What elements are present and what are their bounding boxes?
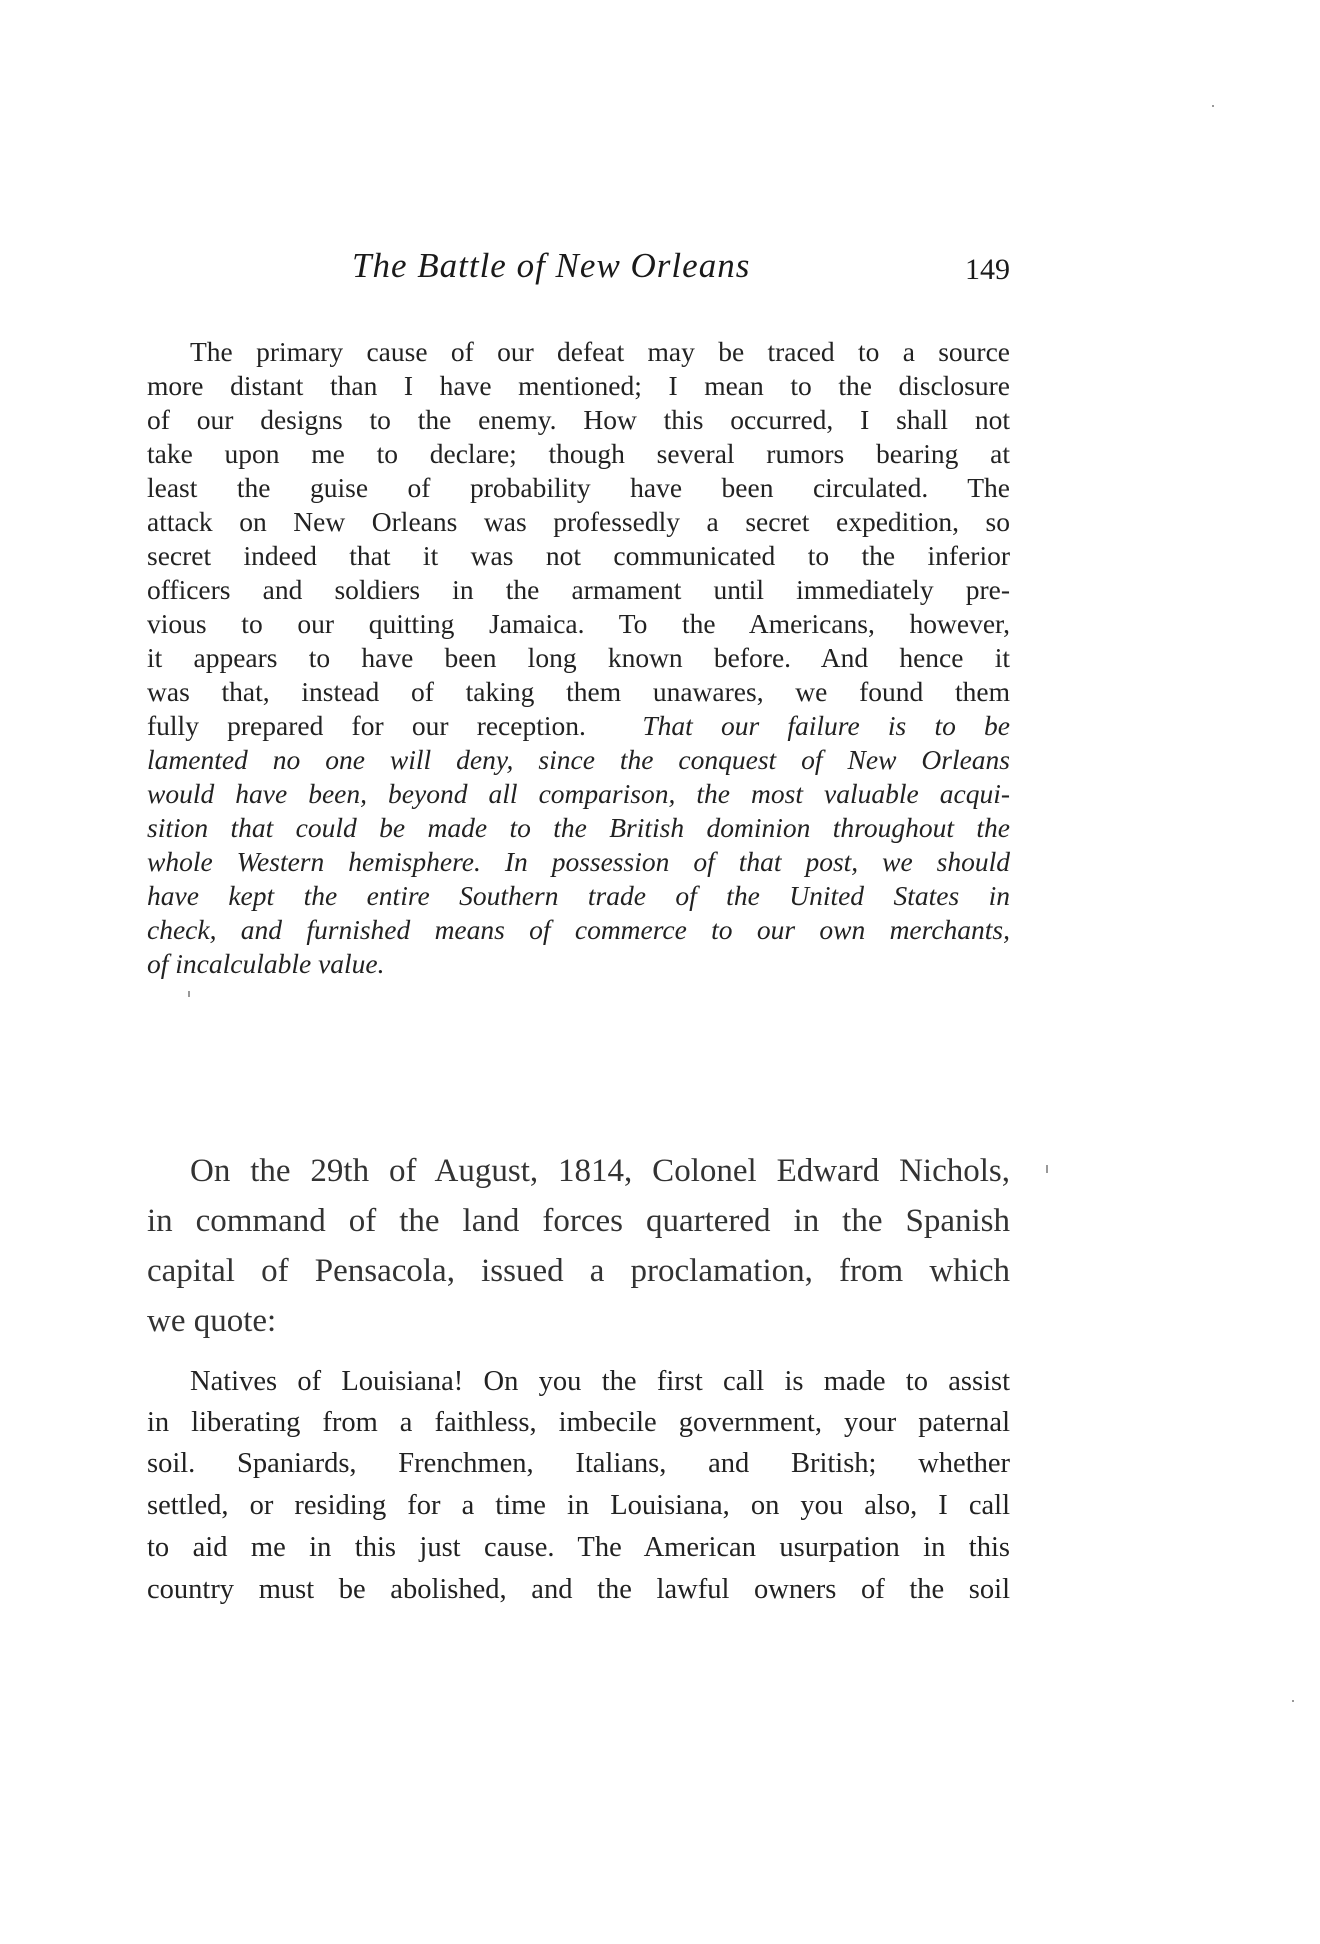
text-italic: That our failure is to be <box>642 710 1011 741</box>
text-line: country must be abolished, and the lawful owners of the soil <box>147 1574 1010 1605</box>
text-line: we quote: <box>147 1303 277 1339</box>
text-line: more distant than I have mentioned; I mean to the disclosure <box>147 370 1010 401</box>
text-line: of our designs to the enemy. How this occurred, I shall not <box>147 404 1010 435</box>
text-line: Natives of Louisiana! On you the first call is made to assist <box>190 1366 1010 1397</box>
text-line-italic: whole Western hemisphere. In possession of that post, we should <box>147 846 1010 877</box>
text-line: in liberating from a faithless, imbecile government, your paternal <box>147 1407 1010 1438</box>
text-line-italic: would have been, beyond all comparison, the most valuable acqui- <box>147 778 1010 809</box>
text-line: The primary cause of our defeat may be traced to a source <box>190 336 1010 367</box>
text-line: capital of Pensacola, issued a proclamation, from which <box>147 1253 1010 1289</box>
text-line: On the 29th of August, 1814, Colonel Edward Nichols, <box>190 1153 1010 1189</box>
text-line: secret indeed that it was not communicated to the inferior <box>147 540 1010 571</box>
scan-speck <box>1046 1165 1048 1173</box>
text-line: soil. Spaniards, Frenchmen, Italians, and British; whether <box>147 1448 1010 1479</box>
text-line: was that, instead of taking them unawares, we found them <box>147 676 1010 707</box>
text-line: settled, or residing for a time in Louisiana, on you also, I call <box>147 1490 1010 1521</box>
text-line-italic: lamented no one will deny, since the conquest of New Orleans <box>147 744 1010 775</box>
text-line-italic: of incalculable value. <box>147 948 385 979</box>
text-roman: fully prepared for our reception. <box>147 710 586 741</box>
text-line: officers and soldiers in the armament until immediately pre- <box>147 574 1010 605</box>
scan-speck <box>1292 1700 1294 1702</box>
text-line: least the guise of probability have been circulated. The <box>147 472 1010 503</box>
text-line-italic: sition that could be made to the British dominion throughout the <box>147 812 1010 843</box>
page-number: 149 <box>965 253 1010 286</box>
text-line: attack on New Orleans was professedly a secret expedition, so <box>147 506 1010 537</box>
scan-speck <box>1212 105 1214 107</box>
running-head: The Battle of New Orleans <box>352 246 751 285</box>
text-line: it appears to have been long known before. And hence it <box>147 642 1010 673</box>
scan-speck <box>188 991 190 997</box>
text-line: in command of the land forces quartered in the Spanish <box>147 1203 1010 1239</box>
text-line: vious to our quitting Jamaica. To the Americans, however, <box>147 608 1010 639</box>
text-line-mixed <box>147 709 1010 743</box>
text-line-italic: have kept the entire Southern trade of the United States in <box>147 880 1010 911</box>
text-line-italic: check, and furnished means of commerce to our own merchants, <box>147 914 1010 945</box>
text-line: take upon me to declare; though several rumors bearing at <box>147 438 1010 469</box>
text-line: to aid me in this just cause. The American usurpation in this <box>147 1532 1010 1563</box>
